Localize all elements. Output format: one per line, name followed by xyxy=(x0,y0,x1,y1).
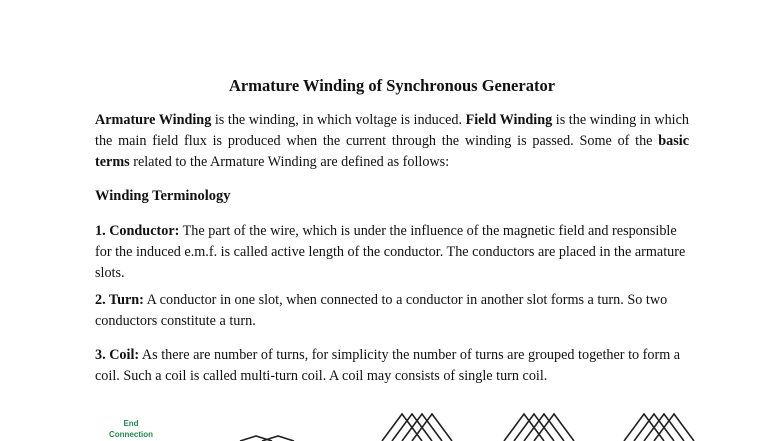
item-turn-text: A conductor in one slot, when connected to a conductor in another slot forms a turn. So two conductors constitute a turn. xyxy=(95,292,668,329)
item-conductor-text: The part of the wire, which is under the influence of the magnetic field and responsible for the induced e.m.f. is called active length of the conductor. The conductors are placed in the armature slots. xyxy=(95,223,686,281)
term-armature-winding: Armature Winding xyxy=(95,112,212,128)
term-basic-terms: basic terms xyxy=(95,133,689,170)
intro-text-3: related to the Armature Winding are defined as follows: xyxy=(129,154,450,170)
intro-text-1: is the winding, in which voltage is induced. xyxy=(211,112,466,128)
intro-paragraph xyxy=(95,110,689,173)
coil-small-2 xyxy=(262,436,294,441)
figure-caption-line2: Connection xyxy=(109,430,153,439)
figure-caption-line1: End xyxy=(123,419,139,428)
item-turn xyxy=(95,290,689,332)
winding-diagram xyxy=(0,400,784,441)
item-coil-text: As there are number of turns, for simplicity the number of turns are grouped together to form a coil. Such a coil is called multi-turn coil. A coil may consists of single turn coil. xyxy=(95,347,681,384)
term-field-winding: Field Winding xyxy=(465,112,553,128)
coil-small-1 xyxy=(240,436,272,441)
item-conductor xyxy=(95,221,689,284)
item-coil-term: 3. Coil: xyxy=(95,347,140,363)
page-title: Armature Winding of Synchronous Generator xyxy=(228,76,556,95)
intro-text-2: is the winding in which the main field flux is produced when the current through the winding is passed. Some of the xyxy=(95,112,690,149)
section-heading: Winding Terminology xyxy=(95,188,231,204)
item-conductor-term: 1. Conductor: xyxy=(95,223,180,239)
item-coil xyxy=(95,345,689,387)
item-turn-term: 2. Turn: xyxy=(95,292,144,308)
